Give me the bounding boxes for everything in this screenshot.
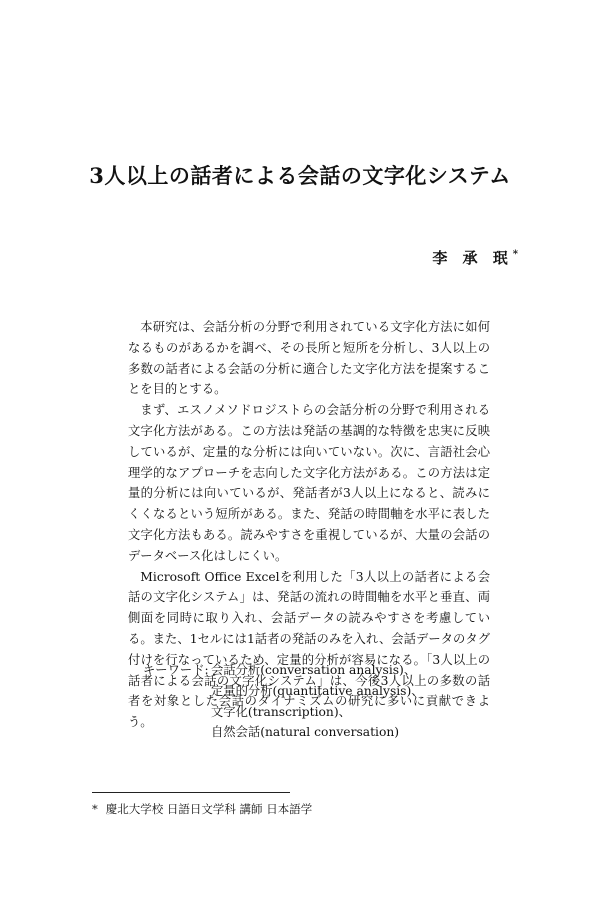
footnote-mark: * <box>92 802 98 816</box>
keyword-item: 会話分析(conversation analysis)、 <box>211 663 417 677</box>
keywords-list <box>211 660 424 743</box>
paper-title: 3人以上の話者による会話の文字化システム <box>89 163 511 188</box>
footnote-divider <box>92 792 290 793</box>
author-name <box>432 247 518 268</box>
footnote <box>92 801 312 817</box>
abstract-paragraph-1: 本研究は、会話分析の分野で利用されている文字化方法に如何なるものがあるかを調べ、その長所と短所を分析し、3人以上の多数の話者による会話の分析に適合した文字化方法を提案することを目的とする。 <box>128 320 490 397</box>
abstract-paragraph-2: まず、エスノメソドロジストらの会話分析の分野で利用される文字化方法がある。この方法は発話の基調的な特徴を忠実に反映しているが、定量的な分析には向いていない。次に、言語社会心理学的なアプローチを志向した文字化方法がある。この方法は定量的分析には向いているが、発話者が3人以上になると、読みにくくなるという短所がある。また、発話の時間軸を水平に表した文字化方法もある。読みやすさを重視しているが、大量の会話のデータベース化はしにくい。 <box>128 403 490 563</box>
keyword-item: 文字化(transcription)、 <box>211 704 351 719</box>
author-footnote-mark: * <box>512 249 518 260</box>
keyword-item: 自然会話(natural conversation) <box>211 725 400 740</box>
keyword-item: 定量的分析(quantitative analysis)、 <box>211 683 424 698</box>
keywords-label: キーワード: <box>143 663 209 677</box>
abstract-paragraph-3: Microsoft Office Excelを利用した「3人以上の話者による会話の文字化システム」は、発話の流れの時間軸を水平と垂直、両側面を同時に取り入れ、会話データの読みやすさを考慮している。また、1セルには1話者の発話のみを入れ、会話データのタグ付けを行なっているため、定量的分析が容易になる。「3人以上の話者による会話の文字化システム」は、今後3人以上の多数の話者を対象とした会話のダイナミズムの研究に多いに貢献できよう。 <box>128 569 490 730</box>
footnote-text: 慶北大学校 日語日文学科 講師 日本語学 <box>105 802 313 816</box>
keywords-section <box>143 660 424 743</box>
author-name-text: 李 承 珉 <box>432 249 513 267</box>
